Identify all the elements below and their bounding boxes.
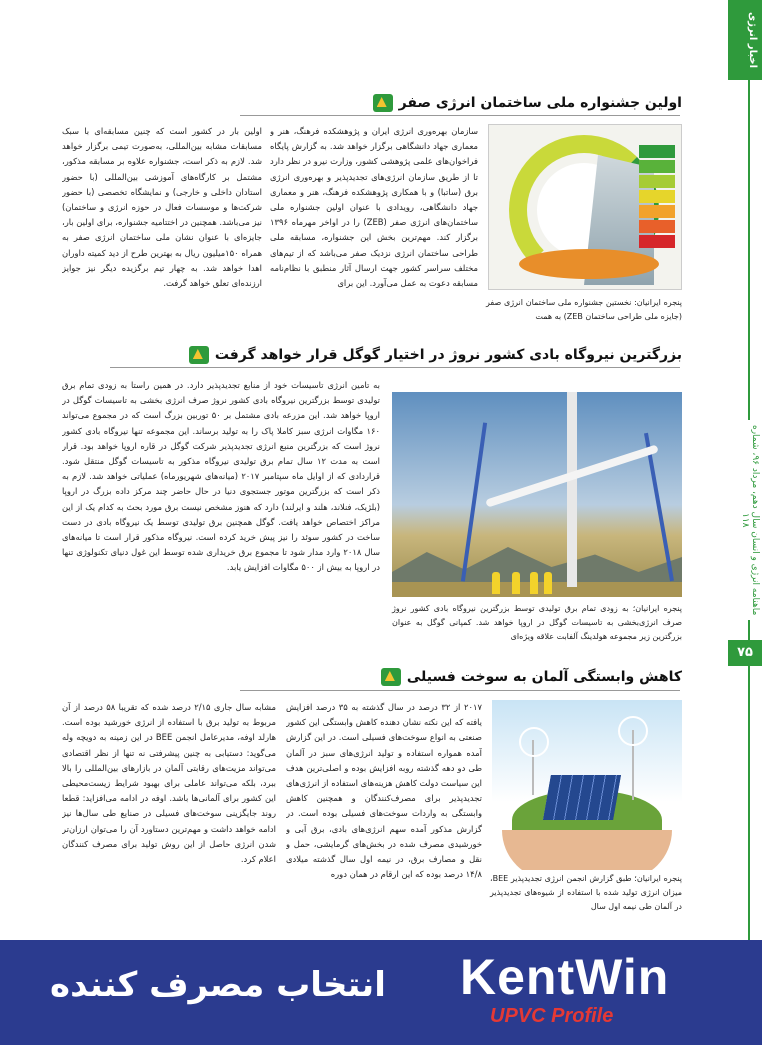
article1-rule bbox=[240, 115, 680, 116]
article1-column-left: اولین بار در کشور است که چنین مسابقه‌ای با سبک مسابقات مشابه بین‌المللی، به‌صورت تیمی برگزار خواهد شد. لازم به ذکر است، جشنواره علاوه بر مسابقه مذکور، مشتمل بر کارگاه‌های آموزشی بین‌المللی (با حضور استادان داخلی و خارجی) و نمایشگاه تخصصی (با حضور شرکت‌ها و موسسات فعال در حوزه انرژی و ساختمان) نیز می‌باشد. همچنین در اختتامیه جشنواره، برای اولین بار، جایزه‌ای با عنوان نشان ملی ساختمان انرژی صفر به همراه ۱۵۰میلیون ریال به بهترین طرح از دید کمیته داوران اهدا خواهد شد. به چهار تیم برگزیده دیگر نیز جوایز ارزنده‌ای تعلق خواهد گرفت. bbox=[62, 126, 262, 289]
article2-rule bbox=[110, 367, 680, 368]
article2-body: به تامین انرژی تاسیسات خود از منابع تجدیدپذیر دارد. در همین راستا به زودی تمام برق تولیدی توسط بزرگترین نیروگاه بادی کشور نروژ صرف انرژی بخشی به تاسیسات گوگل در اروپا خواهد شد. این مزرعه بادی مشتمل بر ۵۰ توربین بزرگ است که در مجموع می‌تواند ۱۶۰ مگاوات انرژی سبز کاملا پاک را به تولید برساند. این مجموعه تنها نیروگاه بادی کشور نروژ است که بزرگترین منبع انرژی تجدیدپذیر شرکت گوگل در قاره اروپا خواهد بود. قرار است به مدت ۱۲ سال تمام برق تولیدی نیروگاه مذکور به تاسیسات گوگل منتقل شود. قراردادی که از اوایل ماه سپتامبر ۲۰۱۷ (میانه‌های شهریورماه) عملیاتی خواهد شد. لازم به ذکر است که بزرگترین موتور جستجوی دنیا در حال حاضر چند مرکز داده بزرگ در اروپا (بلژیک، فنلاند، هلند و ایرلند) دارد که هنوز مشخص نیست برق مورد بحث به کدام یک از این مراکز اختصاص خواهد یافت. گوگل همچنین برق تولیدی توسط یک نیروگاه بادی در دست ساخت در کشور سوئد را نیز پیش خرید کرده است. نیروگاه مذکور قرار است تا میانه‌های سال ۲۰۱۸ وارد مدار شود تا مجموع برق خریداری شده توسط این غول دنیای تکنولوژی تنها در اروپا به بیش از ۵۰۰ مگاوات افزایش یابد. bbox=[62, 380, 380, 573]
ad-slogan: انتخاب مصرف کننده bbox=[50, 965, 386, 1005]
article1-caption: پنجره ایرانیان: نخستین جشنواره ملی ساختمان انرژی صفر (جایزه ملی طراحی ساختمان ZEB) به همت bbox=[486, 298, 682, 321]
article1-column-right: سازمان بهره‌وری انرژی ایران و پژوهشکده فرهنگ، هنر و معماری جهاد دانشگاهی برگزار خواهد شد. به گزارش پایگاه فراخوان‌های علمی پژوهشی کشور، وزارت نیرو در نظر دارد تا از طریق سازمان انرژی‌های تجدیدپذیر و بهره‌وری انرژی برق (ساتبا) و با همکاری پژوهشکده فرهنگ، هنر و معماری جهاد دانشگاهی، رویدادی با عنوان اولین جشنواره ملی ساختمان‌های انرژی صفر (ZEB) را در اواخر مهرماه ۱۳۹۶ برگزار کند. مهم‌ترین بخش این جشنواره، مسابقه ملی طراحی ساختمان انرژی نزدیک صفر می‌باشد که از تیم‌های مختلف سراسر کشور جهت ارسال آثار منطبق با نظام‌نامه مسابقه دعوت به عمل می‌آورد. این برای bbox=[270, 126, 478, 289]
section-tab-label: اخبار انرژی bbox=[747, 11, 758, 69]
article3-caption: پنجره ایرانیان؛ طبق گزارش انجمن انرژی تجدیدپذیر BEE، میزان انرژی تولید شده با استفاده از شیوه‌های تجدیدپذیر در آلمان طی نیمه اول سال bbox=[490, 874, 682, 911]
article2-title bbox=[189, 346, 682, 364]
ad-brand-logo: KentWin bbox=[460, 949, 670, 1005]
article3-rule bbox=[240, 690, 680, 691]
energy-icon bbox=[189, 346, 209, 364]
energy-icon bbox=[373, 94, 393, 112]
article3-column-right: ۲۰۱۷ از ۳۲ درصد در سال گذشته به ۳۵ درصد افزایش یافته که این نکته نشان دهنده کاهش وابستگی این کشور صنعتی به انواع سوخت‌های فسیلی است. در این گزارش آمده همواره استفاده و تولید انرژی‌های سبز در آلمان طی دو دهه گذشته روبه افزایش بوده و اصلی‌ترین هدف این سیاست دولت کاهش هزینه‌های استفاده از انرژی‌های تجدیدپذیر برای مصرف‌کنندگان و همچنین کاهش وابستگی به واردات سوخت‌های فسیلی بوده است. در گزارش مذکور آمده سهم انرژی‌های بادی، برق آبی و خورشیدی مصرف شده در بخش‌های گرمایشی، حمل و نقل و مصارف برق، در نیمه اول سال گذشته میلادی ۱۴/۸ درصد بوده که این ارقام در همان دوره bbox=[286, 702, 482, 880]
section-tab bbox=[728, 0, 762, 80]
article2-title-text: بزرگترین نیروگاه بادی کشور نروژ در اختیار گوگل قرار خواهد گرفت bbox=[214, 347, 682, 363]
solar-panel-hands-image bbox=[492, 700, 682, 870]
article1-title bbox=[373, 94, 682, 112]
energy-icon bbox=[381, 668, 401, 686]
ad-brand-subtitle: UPVC Profile bbox=[490, 1005, 614, 1027]
article3-title-text: کاهش وابستگی آلمان به سوخت فسیلی bbox=[406, 669, 682, 685]
article2-caption: پنجره ایرانیان؛ به زودی تمام برق تولیدی توسط بزرگترین نیروگاه بادی کشور نروژ صرف انرژی‌بخشی به تاسیسات گوگل در اروپا خواهد شد. کمپانی گوگل به عنوان بزرگترین زیر مجموعه هولدینگ آلفابت علاقه ویژه‌ای bbox=[392, 604, 682, 641]
wind-turbine-photo bbox=[392, 392, 682, 597]
issue-info: ماهنامه انرژی و انسان سال دهم، مرداد ۹۶، شماره ۱۱۸ bbox=[730, 420, 760, 620]
article3-title bbox=[381, 668, 682, 686]
festival-poster-image bbox=[488, 124, 682, 290]
article3-column-left: مشابه سال جاری ۲/۱۵ درصد شده که تقریبا ۵۸ درصد از آن مربوط به تولید برق با استفاده از انرژی خورشید بوده است. هارلد اوفه، مدیرعامل انجمن BEE در این زمینه به دویچه وله می‌گوید: دستیابی به چنین پیشرفتی نه تنها از نظر اقتصادی می‌تواند مزیت‌های رقابتی آلمان در بازارهای بین‌المللی را بالا ببرد، بلکه می‌تواند عاملی برای بهبود شرایط زیست‌محیطی این کشور برای آلمانی‌ها باشد. اوفه در ادامه می‌افزاید: قطعا روند جایگزینی سوخت‌های فسیلی در صنایع طی سال‌ها نیز ادامه خواهد داشت و مهم‌ترین دستاورد آن را می‌توان ارزان‌تر شدن انرژی حاصل از این روش تولید برای مصرف کنندگان اعلام کرد. bbox=[62, 702, 276, 865]
article1-title-text: اولین جشنواره ملی ساختمان انرژی صفر bbox=[398, 95, 682, 111]
page-number: ۷۵ bbox=[728, 640, 762, 666]
